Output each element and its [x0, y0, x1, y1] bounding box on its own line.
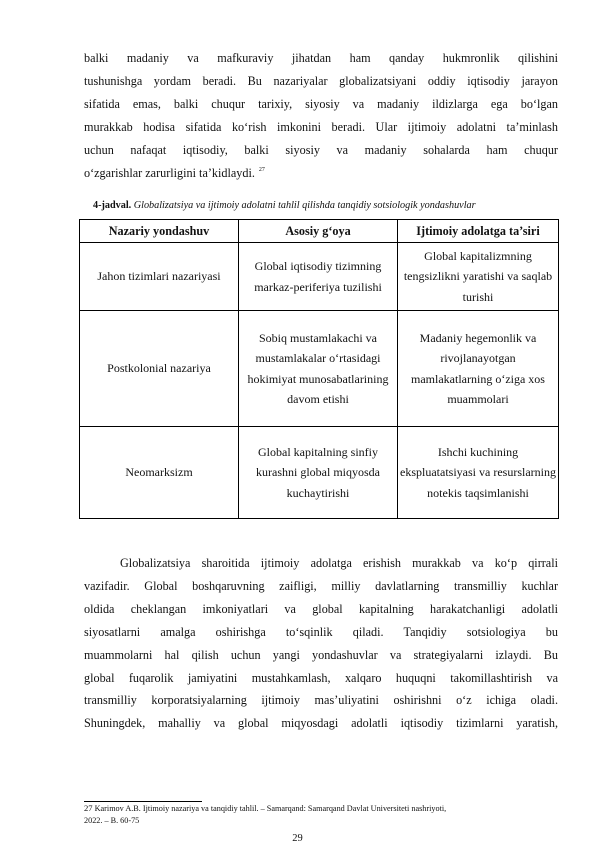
footnote-text: Karimov A.B. Ijtimoiy nazariya va tanqidiy tahlil. – Samarqand: Samarqand Davlat Universiteti nashriyoti, [94, 804, 447, 813]
table-row [80, 243, 559, 311]
table-header-row [80, 220, 559, 243]
paragraph-line-last [84, 162, 558, 185]
footnote-number: 27 [84, 803, 93, 813]
table-caption-title: Globalizatsiya va ijtimoiy adolatni tahlil qilishda tanqidiy sotsiologik yondashuvlar [133, 200, 476, 211]
paragraph-line: global fuqarolik jamiyatini mustahkamlash, xalqaro huquqni takomillashtirish va [84, 670, 558, 685]
paragraph-line: Globalizatsiya sharoitida ijtimoiy adolatga erishish murakkab va ko‘p qirrali [120, 556, 558, 570]
footnote [84, 802, 564, 827]
table-cell: Jahon tizimlari nazariyasi [80, 243, 239, 311]
table-cell: Postkolonial nazariya [80, 311, 239, 427]
table-cell: Global iqtisodiy tizimning markaz-periferiya tuzilishi [239, 243, 398, 311]
paragraph-line-text: o‘zgarishlar zarurligini ta’kidlaydi. [84, 165, 255, 180]
table-cell: Neomarksizm [80, 427, 239, 519]
paragraph-line: vazifadir. Global boshqaruvning zaifligi, milliy davlatlarning transmilliy kuchlar [84, 578, 558, 593]
paragraph-line: uchun nafaqat iqtisodiy, balki siyosiy va madaniy sohalarda ham chuqur [84, 142, 558, 157]
paragraph-line: muammolarni hal qilish uchun yangi yondashuvlar va strategiyalarni izlaydi. Bu [84, 647, 558, 662]
page-number: 29 [292, 833, 303, 844]
footnote-line: 2022. – B. 60-75 [84, 816, 140, 825]
paragraph-body [84, 552, 558, 735]
footnote-line [84, 802, 564, 815]
header-theory: Nazariy yondashuv [80, 220, 239, 243]
table-cell: Sobiq mustamlakachi va mustamlakalar o‘rtasidagi hokimiyat munosabatlarining davom etishi [239, 311, 398, 427]
table-row [80, 311, 559, 427]
paragraph-line: sifatida emas, balki chuqur tarixiy, siyosiy va madaniy ildizlarga ega bo‘lgan [84, 96, 558, 111]
footnote-reference[interactable]: 27 [258, 167, 265, 174]
paragraph-line: Shuningdek, mahalliy va global miqyosdagi adolatli iqtisodiy tizimlarni yaratish, [84, 716, 558, 731]
table-row [80, 427, 559, 519]
table-cell: Madaniy hegemonlik va rivojlanayotgan mamlakatlarning o‘ziga xos muammolari [398, 311, 559, 427]
table-cell: Ishchi kuchining ekspluatatsiyasi va resurslarning notekis taqsimlanishi [398, 427, 559, 519]
header-main-idea: Asosiy g‘oya [239, 220, 398, 243]
paragraph-line: murakkab hodisa sifatida ko‘rish imkonini beradi. Ular ijtimoiy adolatni ta’minlash [84, 119, 558, 134]
table-cell: Global kapitalning sinfiy kurashni global miqyosda kuchaytirishi [239, 427, 398, 519]
paragraph-line: oldida cheklangan imkoniyatlari va global kapitalning harakatchanligi adolatli [84, 601, 558, 616]
paragraph-line: siyosatlarni amalga oshirishga to‘sqinlik qiladi. Tanqidiy sotsiologiya bu [84, 624, 558, 639]
paragraph-line: tushunishga yordam beradi. Bu nazariyalar globalizatsiyani oddiy iqtisodiy jarayon [84, 73, 558, 88]
table-caption-label: 4-jadval. [93, 200, 132, 211]
header-impact: Ijtimoiy adolatga ta’siri [398, 220, 559, 243]
paragraph-line: balki madaniy va mafkuraviy jihatdan ham qanday hukmronlik qilishini [84, 51, 558, 65]
paragraph-line: transmilliy korporatsiyalarning ijtimoiy mas’uliyatini oshirishni o‘z ichiga oladi. [84, 693, 558, 708]
paragraph-intro [84, 47, 558, 184]
table-caption [93, 200, 573, 211]
approaches-table [79, 219, 559, 519]
table-cell: Global kapitalizmning tengsizlikni yaratishi va saqlab turishi [398, 243, 559, 311]
